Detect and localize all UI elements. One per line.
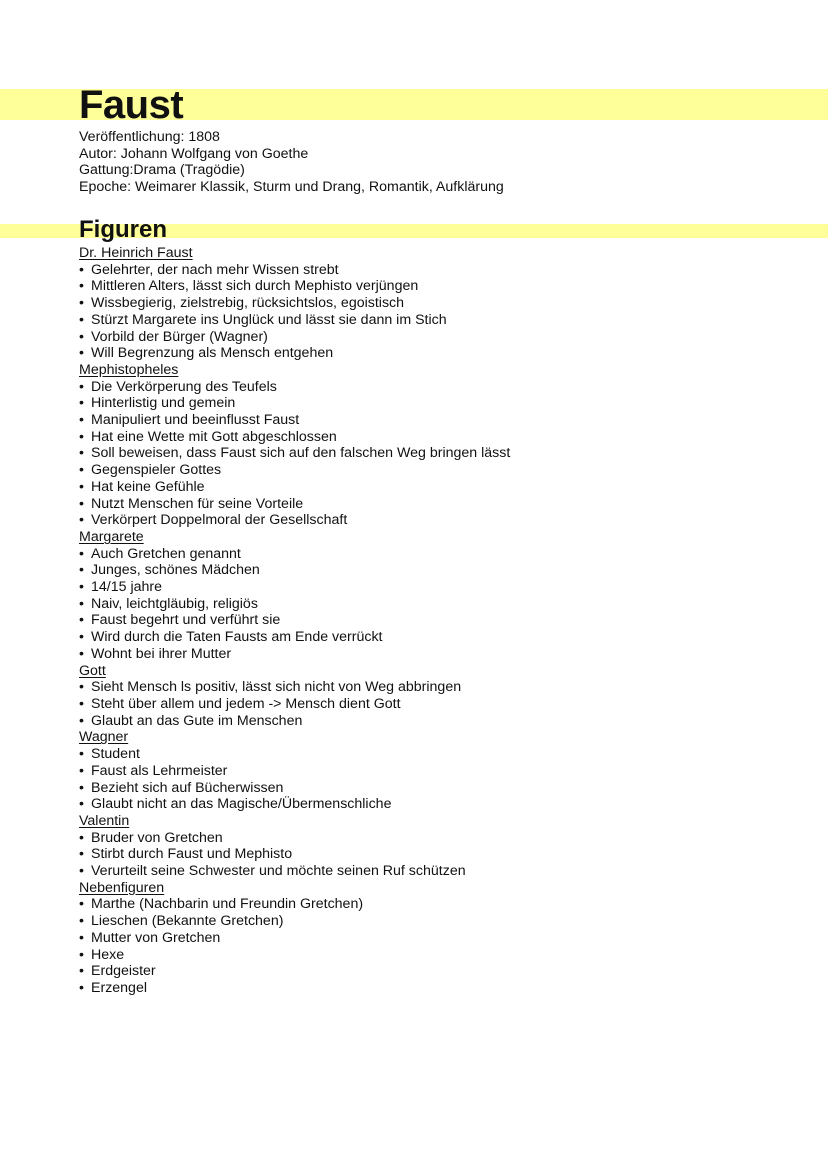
figure-name: Valentin: [79, 812, 130, 829]
list-item: • Soll beweisen, dass Faust sich auf den falschen Weg bringen lässt: [79, 445, 510, 462]
figure-traits: [79, 262, 510, 362]
list-item: • 14/15 jahre: [79, 579, 510, 596]
list-item: • Wird durch die Taten Fausts am Ende verrückt: [79, 629, 510, 646]
meta-genre: Gattung:Drama (Tragödie): [79, 162, 245, 179]
figure-traits: [79, 379, 510, 529]
list-item: • Hat eine Wette mit Gott abgeschlossen: [79, 429, 510, 446]
figure-traits: [79, 896, 510, 996]
list-item: • Marthe (Nachbarin und Freundin Gretchen): [79, 896, 510, 913]
list-item: • Steht über allem und jedem -> Mensch dient Gott: [79, 696, 510, 713]
list-item: • Bruder von Gretchen: [79, 830, 510, 847]
figure-name: Margarete: [79, 528, 144, 545]
figure-traits: [79, 679, 510, 729]
list-item: • Wissbegierig, zielstrebig, rücksichtslos, egoistisch: [79, 295, 510, 312]
document-metadata: [79, 129, 504, 196]
figure-group: [79, 729, 510, 813]
list-item: • Gelehrter, der nach mehr Wissen strebt: [79, 262, 510, 279]
figure-name: Mephistopheles: [79, 361, 179, 378]
list-item: • Faust begehrt und verführt sie: [79, 612, 510, 629]
list-item: • Junges, schönes Mädchen: [79, 562, 510, 579]
figure-group: [79, 245, 510, 362]
figure-traits: [79, 830, 510, 880]
list-item: • Gegenspieler Gottes: [79, 462, 510, 479]
figure-name: Nebenfiguren: [79, 879, 165, 896]
list-item: • Stirbt durch Faust und Mephisto: [79, 846, 510, 863]
figure-group: [79, 880, 510, 997]
list-item: • Vorbild der Bürger (Wagner): [79, 329, 510, 346]
list-item: • Stürzt Margarete ins Unglück und lässt sie dann im Stich: [79, 312, 510, 329]
figure-traits: [79, 746, 510, 813]
meta-publication: Veröffentlichung: 1808: [79, 129, 220, 145]
figure-group: [79, 529, 510, 663]
list-item: • Naiv, leichtgläubig, religiös: [79, 596, 510, 613]
list-item: • Bezieht sich auf Bücherwissen: [79, 780, 510, 797]
figure-group: [79, 663, 510, 730]
figures-list: [79, 245, 510, 997]
list-item: • Nutzt Menschen für seine Vorteile: [79, 496, 510, 513]
figure-traits: [79, 546, 510, 663]
list-item: • Mutter von Gretchen: [79, 930, 510, 947]
list-item: • Hexe: [79, 947, 510, 964]
meta-epoch: Epoche: Weimarer Klassik, Sturm und Drang, Romantik, Aufklärung: [79, 179, 504, 196]
list-item: • Mittleren Alters, lässt sich durch Mephisto verjüngen: [79, 278, 510, 295]
list-item: • Glaubt an das Gute im Menschen: [79, 713, 510, 730]
list-item: • Glaubt nicht an das Magische/Übermenschliche: [79, 796, 510, 813]
list-item: • Verkörpert Doppelmoral der Gesellschaft: [79, 512, 510, 529]
list-item: • Sieht Mensch ls positiv, lässt sich nicht von Weg abbringen: [79, 679, 510, 696]
figure-group: [79, 813, 510, 880]
list-item: • Will Begrenzung als Mensch entgehen: [79, 345, 510, 362]
list-item: • Erzengel: [79, 980, 510, 997]
figure-name: Gott: [79, 662, 106, 679]
list-item: • Erdgeister: [79, 963, 510, 980]
list-item: • Die Verkörperung des Teufels: [79, 379, 510, 396]
figure-name: Wagner: [79, 729, 129, 746]
list-item: • Manipuliert und beeinflusst Faust: [79, 412, 510, 429]
list-item: • Lieschen (Bekannte Gretchen): [79, 913, 510, 930]
figure-group: [79, 362, 510, 529]
figure-name: Dr. Heinrich Faust: [79, 245, 193, 261]
list-item: • Hat keine Gefühle: [79, 479, 510, 496]
page-title: Faust: [79, 83, 184, 127]
list-item: • Faust als Lehrmeister: [79, 763, 510, 780]
list-item: • Student: [79, 746, 510, 763]
list-item: • Auch Gretchen genannt: [79, 546, 510, 563]
list-item: • Wohnt bei ihrer Mutter: [79, 646, 510, 663]
meta-author: Autor: Johann Wolfgang von Goethe: [79, 145, 309, 162]
list-item: • Hinterlistig und gemein: [79, 395, 510, 412]
list-item: • Verurteilt seine Schwester und möchte seinen Ruf schützen: [79, 863, 510, 880]
section-heading-figuren: Figuren: [79, 216, 167, 243]
